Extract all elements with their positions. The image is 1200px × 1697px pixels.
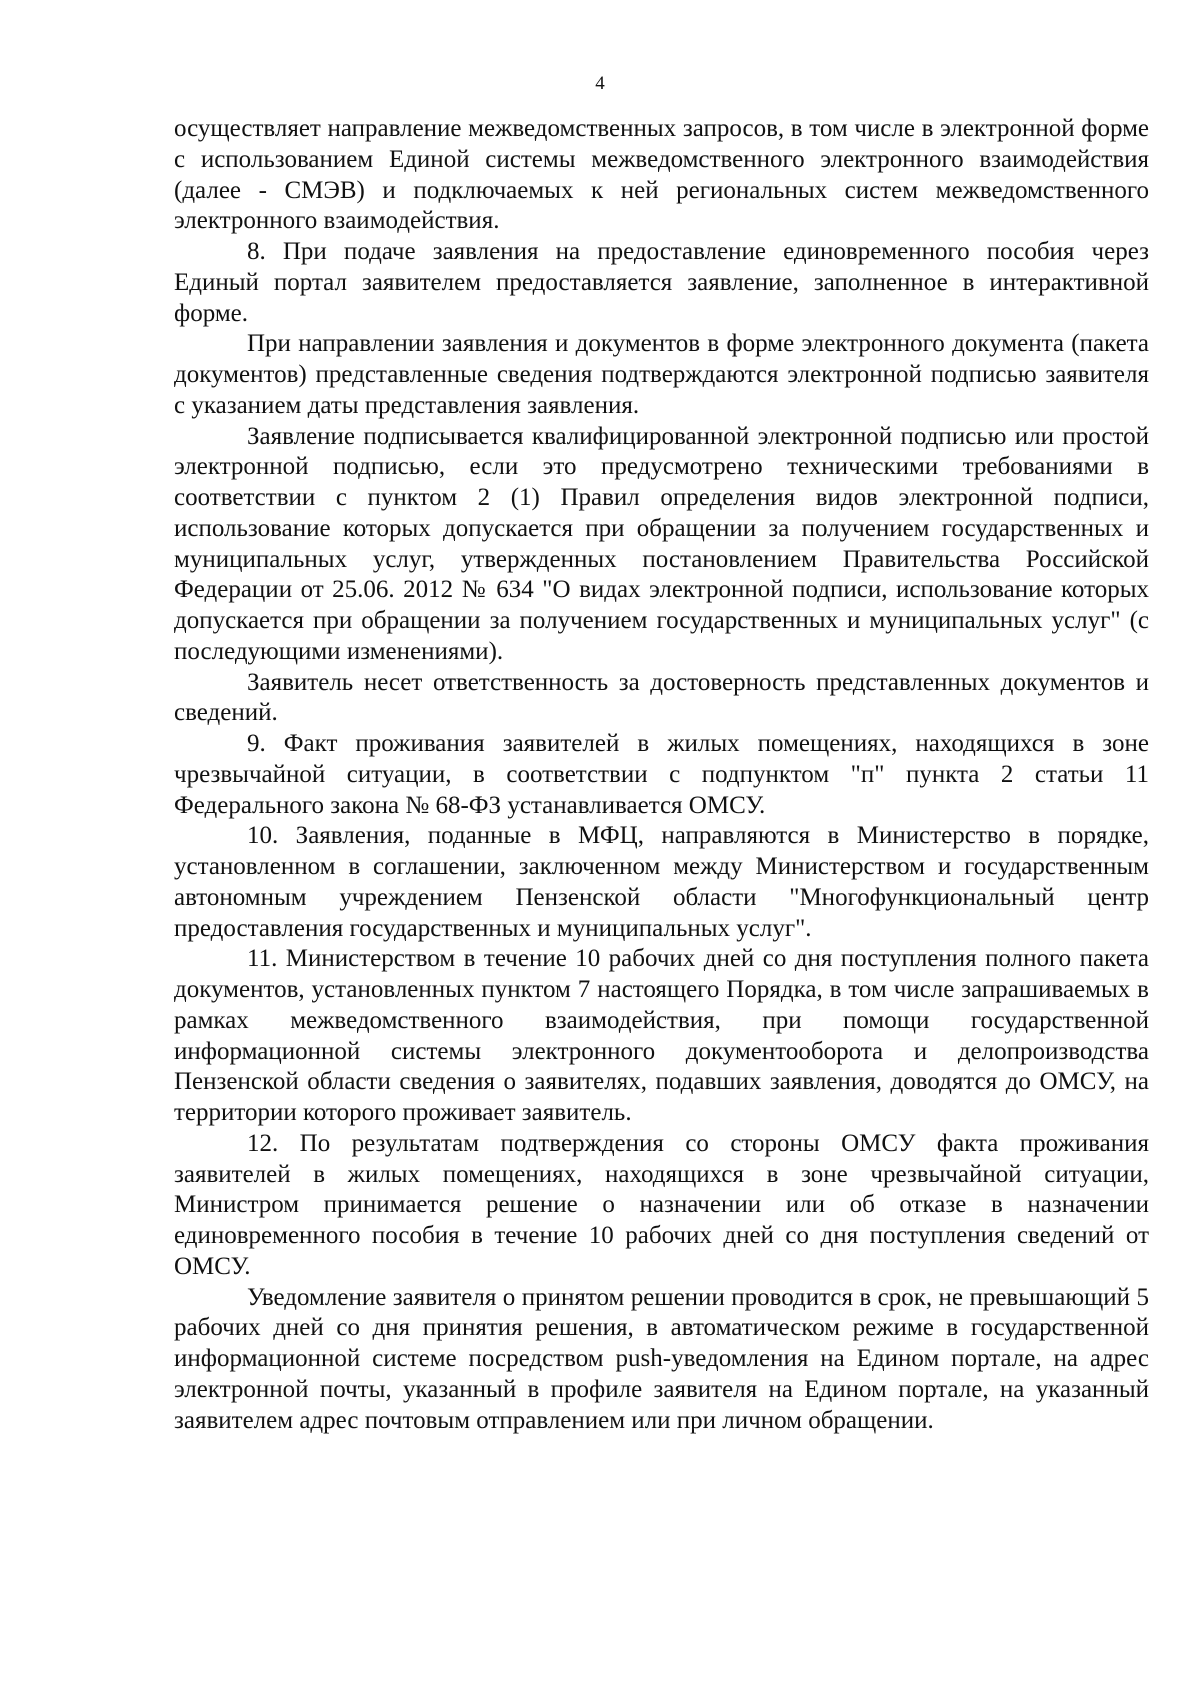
document-body [174,114,1149,1436]
paragraph-item-12: 12. По результатам подтверждения со стороны ОМСУ факта проживания заявителей в жилых помещениях, находящихся в зоне чрезвычайной ситуации, Министром принимается решение о назначении или об отказе в назначении единовременного пособия в течение 10 рабочих дней со дня поступления сведений от ОМСУ. [174,1129,1149,1280]
paragraph-item-9: 9. Факт проживания заявителей в жилых помещениях, находящихся в зоне чрезвычайной ситуации, в соответствии с подпунктом "п" пункта 2 статьи 11 Федерального закона № 68-ФЗ устанавливается ОМСУ. [174,730,1149,819]
paragraph-signature: Заявление подписывается квалифицированной электронной подписью или простой электронной подписью, если это предусмотрено техническими требованиями в соответствии с пунктом 2 (1) Правил определения видов электронной подписи, использование которых допускается при обращении за получением государственных и муниципальных услуг, утвержденных постановлением Правительства Российской Федерации от 25.06. 2012 № 634 "О видах электронной подписи, использование которых допускается при обращении за получением государственных и муниципальных услуг" (с последующими изменениями). [174,422,1149,665]
paragraph-notification: Уведомление заявителя о принятом решении проводится в срок, не превышающий 5 рабочих дней со дня принятия решения, в автоматическом режиме в государственной информационной системе посредством push-уведомления на Едином портале, на адрес электронной почты, указанный в профиле заявителя на Едином портале, на указанный заявителем адрес почтовым отправлением или при личном обращении. [174,1283,1149,1434]
paragraph-item-10: 10. Заявления, поданные в МФЦ, направляются в Министерство в порядке, установленном в соглашении, заключенном между Министерством и государственным автономным учреждением Пензенской области "Многофункциональный центр предоставления государственных и муниципальных услуг". [174,822,1149,942]
paragraph-item-8: 8. При подаче заявления на предоставление единовременного пособия через Единый портал заявителем предоставляется заявление, заполненное в интерактивной форме. [174,238,1149,327]
paragraph-electronic-documents: При направлении заявления и документов в форме электронного документа (пакета документов) представленные сведения подтверждаются электронной подписью заявителя с указанием даты представления заявления. [174,330,1149,419]
paragraph-continuation: осуществляет направление межведомственных запросов, в том числе в электронной форме с использованием Единой системы межведомственного электронного взаимодействия (далее - СМЭВ) и подключаемых к ней региональных систем межведомственного электронного взаимодействия. [174,115,1149,235]
paragraph-responsibility: Заявитель несет ответственность за достоверность представленных документов и сведений. [174,668,1149,727]
page-number: 4 [595,73,605,94]
paragraph-item-11: 11. Министерством в течение 10 рабочих дней со дня поступления полного пакета документов, установленных пунктом 7 настоящего Порядка, в том числе запрашиваемых в рамках межведомственного взаимодействия, при помощи государственной информационной системы электронного документооборота и делопроизводства Пензенской области сведения о заявителях, подавших заявления, доводятся до ОМСУ, на территории которого проживает заявитель. [174,945,1149,1126]
